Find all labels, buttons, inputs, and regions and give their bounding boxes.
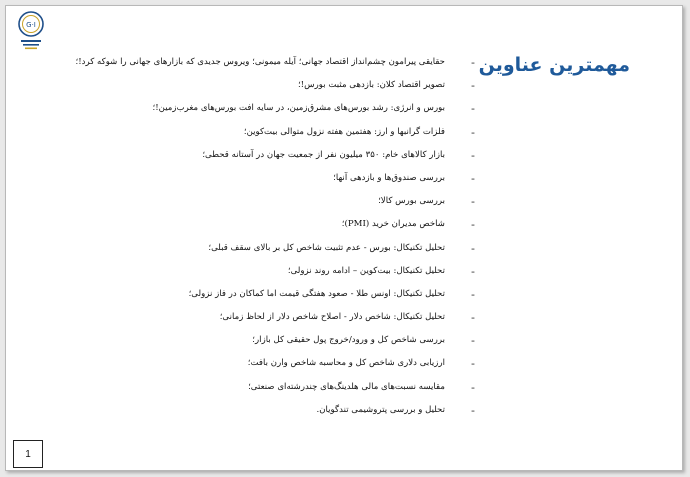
list-item-text: حقایقی پیرامون چشم‌انداز اقتصاد جهانی؛ آیله میمونی؛ ویروس جدیدی که بازارهای جهانی را شوکه کرد!؛ (75, 57, 445, 67)
list-item (6, 195, 682, 218)
list-item (6, 381, 682, 404)
company-seal-logo (16, 10, 46, 54)
bullet-dash: - (471, 264, 475, 278)
list-item (6, 126, 682, 149)
list-item-text: بورس و انرژی: رشد بورس‌های مشرق‌زمین، در سایه افت بورس‌های مغرب‌زمین!؛ (152, 103, 445, 114)
list-item-text: تحلیل تکنیکال: بورس - عدم تثبیت شاخص کل بر بالای سقف قبلی؛ (208, 242, 445, 253)
list-item (6, 288, 682, 311)
page-title: مهمترین عناوین (478, 54, 630, 76)
list-item (6, 265, 682, 288)
list-item (6, 149, 682, 172)
list-item (6, 172, 682, 195)
bullet-dash: - (471, 403, 475, 417)
bullet-dash: - (471, 380, 475, 394)
page-number: 1 (13, 440, 43, 468)
bullet-dash: - (471, 171, 475, 185)
bullet-dash: - (471, 125, 475, 139)
list-item-text: شاخص مدیران خرید (PMI)؛ (341, 219, 445, 230)
list-item-text: تحلیل تکنیکال: بیت‌کوین – ادامه روند نزولی؛ (287, 265, 445, 276)
list-item (6, 102, 682, 125)
list-item-text: بررسی شاخص کل و ورود/خروج پول حقیقی کل بازار؛ (252, 335, 445, 346)
list-item-text: بازار کالاهای خام: ۳۵۰ میلیون نفر از جمعیت جهان در آستانه قحطی؛ (202, 149, 445, 160)
bullet-dash: - (471, 56, 475, 69)
list-item-text: تحلیل تکنیکال: اونس طلا - صعود هفتگی قیمت اما کماکان در فاز نزولی؛ (188, 288, 445, 299)
list-item (6, 242, 682, 265)
bullet-dash: - (471, 79, 475, 93)
bullet-dash: - (471, 241, 475, 255)
list-item-text: ارزیابی دلاری شاخص کل و محاسبه شاخص وارن بافت؛ (247, 358, 445, 369)
bullet-dash: - (471, 357, 475, 371)
list-item (6, 218, 682, 241)
list-item (6, 311, 682, 334)
list-item-text: تصویر اقتصاد کلان: بازدهی مثبت بورس!؛ (297, 80, 445, 91)
list-item-text: مقایسه نسبت‌های مالی هلدینگ‌های چندرشته‌ای صنعتی؛ (248, 381, 445, 392)
list-item-text: تحلیل تکنیکال: شاخص دلار - اصلاح شاخص دلار از لحاظ زمانی؛ (219, 312, 445, 323)
list-item (6, 357, 682, 380)
svg-text:G·I: G·I (26, 21, 36, 29)
bullet-dash: - (471, 311, 475, 325)
bullet-dash: - (471, 102, 475, 116)
report-page (5, 5, 683, 471)
list-item (6, 404, 682, 427)
list-item (6, 56, 682, 79)
bullet-dash: - (471, 287, 475, 301)
list-item-text: فلزات گرانبها و ارز: هفتمین هفته نزول متوالی بیت‌کوین؛ (243, 126, 445, 137)
list-item-text: تحلیل و بررسی پتروشیمی تندگویان. (316, 404, 445, 415)
list-item-text: بررسی صندوق‌ها و بازدهی آنها؛ (333, 172, 445, 183)
bullet-dash: - (471, 148, 475, 162)
list-item-text: بررسی بورس کالا؛ (378, 196, 445, 207)
bullet-dash: - (471, 334, 475, 348)
list-item (6, 79, 682, 102)
bullet-dash: - (471, 218, 475, 232)
bullet-dash: - (471, 195, 475, 209)
topics-list (6, 56, 682, 427)
list-item (6, 334, 682, 357)
